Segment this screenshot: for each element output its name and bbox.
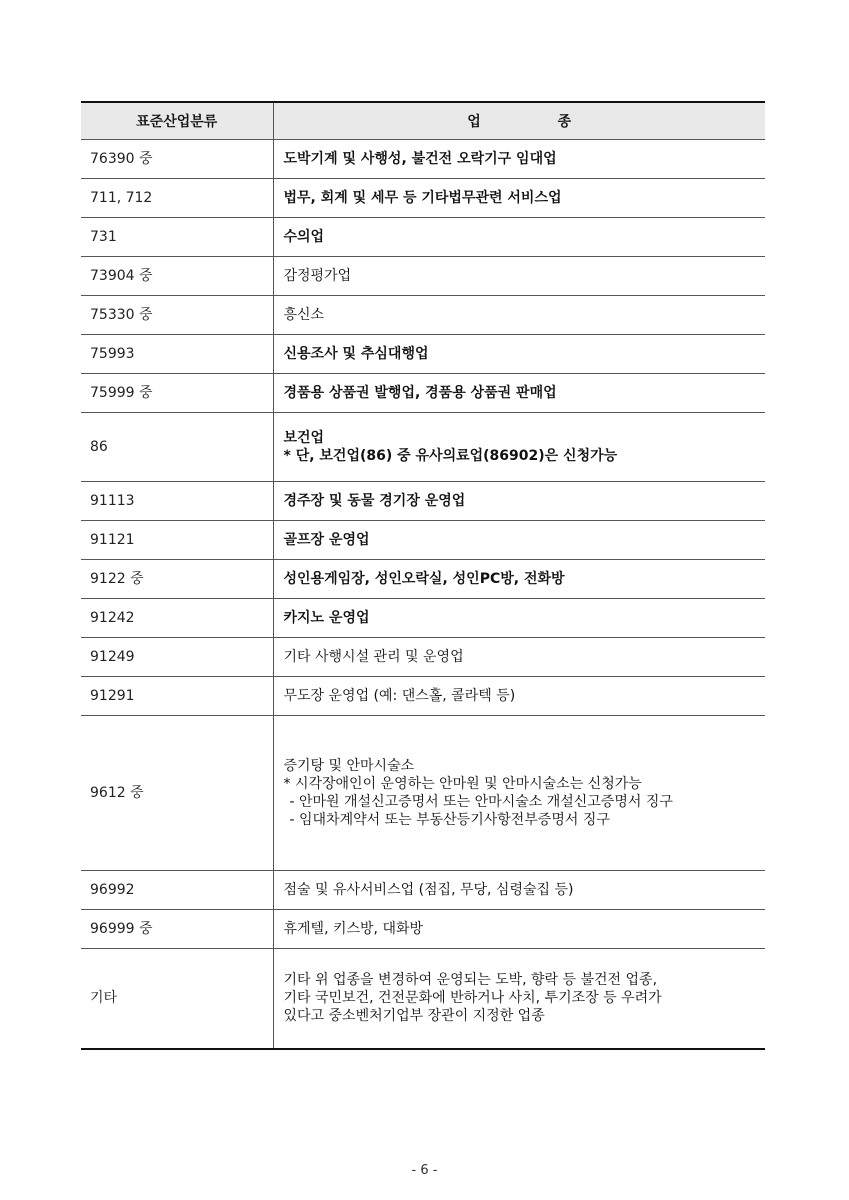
industry-code-cell: 96992 xyxy=(81,871,273,910)
table-row xyxy=(81,910,765,949)
table-body xyxy=(81,140,765,1049)
industry-code-cell: 96999 중 xyxy=(81,910,273,949)
table-header-row xyxy=(81,102,765,140)
business-type-line: 증기탕 및 안마시술소 xyxy=(283,758,415,774)
industry-code-cell: 75999 중 xyxy=(81,374,273,413)
industry-code-cell: 9122 중 xyxy=(81,560,273,599)
business-type-line: 카지노 운영업 xyxy=(283,610,370,626)
table-row xyxy=(81,521,765,560)
table-row xyxy=(81,599,765,638)
table-row xyxy=(81,257,765,296)
business-type-cell xyxy=(273,677,765,716)
table-row xyxy=(81,413,765,482)
industry-code-cell: 75993 xyxy=(81,335,273,374)
table-row xyxy=(81,296,765,335)
table-row xyxy=(81,218,765,257)
business-type-cell xyxy=(273,296,765,335)
business-type-line: 무도장 운영업 (예: 댄스홀, 콜라텍 등) xyxy=(283,688,516,704)
business-type-line: 경주장 및 동물 경기장 운영업 xyxy=(283,493,466,509)
industry-code-cell: 86 xyxy=(81,413,273,482)
industry-code-cell: 기타 xyxy=(81,949,273,1049)
business-type-line: 점술 및 유사서비스업 (점집, 무당, 심령술집 등) xyxy=(283,882,574,898)
business-type-line: 성인용게임장, 성인오락실, 성인PC방, 전화방 xyxy=(283,571,565,587)
industry-code-cell: 91291 xyxy=(81,677,273,716)
business-type-line: 신용조사 및 추심대행업 xyxy=(283,346,429,362)
business-type-line: 수의업 xyxy=(283,229,325,245)
business-type-cell xyxy=(273,910,765,949)
industry-code-cell: 91121 xyxy=(81,521,273,560)
business-type-line: 골프장 운영업 xyxy=(283,532,370,548)
table-row xyxy=(81,335,765,374)
industry-code-cell: 91113 xyxy=(81,482,273,521)
business-type-line: 보건업 xyxy=(283,430,325,446)
table-row xyxy=(81,716,765,871)
business-type-line: - 안마원 개설신고증명서 또는 안마시술소 개설신고증명서 징구 xyxy=(289,794,673,810)
business-type-line: 기타 국민보건, 건전문화에 반하거나 사치, 투기조장 등 우려가 xyxy=(283,990,662,1007)
table-row xyxy=(81,179,765,218)
business-type-line: * 단, 보건업(86) 중 유사의료업(86902)은 신청가능 xyxy=(283,448,618,464)
business-type-cell xyxy=(273,335,765,374)
business-type-line: 경품용 상품권 발행업, 경품용 상품권 판매업 xyxy=(283,385,557,401)
table-row xyxy=(81,677,765,716)
table-row xyxy=(81,482,765,521)
business-type-line: 기타 사행시설 관리 및 운영업 xyxy=(283,649,464,665)
industry-code-cell: 76390 중 xyxy=(81,140,273,179)
business-type-line: 법무, 회계 및 세무 등 기타법무관련 서비스업 xyxy=(283,190,562,206)
table-row xyxy=(81,560,765,599)
industry-code-cell: 73904 중 xyxy=(81,257,273,296)
industry-code-cell: 731 xyxy=(81,218,273,257)
business-type-line: - 임대차계약서 또는 부동산등기사항전부증명서 징구 xyxy=(289,812,610,828)
page-number: - 6 - xyxy=(411,1163,438,1178)
business-type-line: * 시각장애인이 운영하는 안마원 및 안마시술소는 신청가능 xyxy=(283,776,642,792)
industry-code-cell: 9612 중 xyxy=(81,716,273,871)
business-type-line: 휴게텔, 키스방, 대화방 xyxy=(283,921,424,937)
business-type-line: 기타 위 업종을 변경하여 운영되는 도박, 향락 등 불건전 업종, xyxy=(283,972,658,989)
business-type-cell xyxy=(273,374,765,413)
business-type-line: 도박기계 및 사행성, 불건전 오락기구 임대업 xyxy=(283,151,557,167)
table-row xyxy=(81,949,765,1049)
header-industry-code: 표준산업분류 xyxy=(81,102,273,140)
industry-table xyxy=(81,101,765,1050)
business-type-cell xyxy=(273,179,765,218)
table-row xyxy=(81,638,765,677)
business-type-cell xyxy=(273,413,765,482)
business-type-cell xyxy=(273,638,765,677)
business-type-cell xyxy=(273,871,765,910)
table-row xyxy=(81,374,765,413)
business-type-line: 감정평가업 xyxy=(283,268,352,284)
industry-code-cell: 91249 xyxy=(81,638,273,677)
industry-code-cell: 91242 xyxy=(81,599,273,638)
business-type-cell xyxy=(273,949,765,1049)
industry-code-cell: 75330 중 xyxy=(81,296,273,335)
business-type-cell xyxy=(273,257,765,296)
table-row xyxy=(81,140,765,179)
business-type-cell xyxy=(273,482,765,521)
business-type-cell xyxy=(273,521,765,560)
business-type-line: 있다고 중소벤처기업부 장관이 지정한 업종 xyxy=(283,1008,545,1025)
industry-code-cell: 711, 712 xyxy=(81,179,273,218)
business-type-cell xyxy=(273,560,765,599)
table-row xyxy=(81,871,765,910)
business-type-cell xyxy=(273,599,765,638)
header-business-type: 업 종 xyxy=(273,102,765,140)
business-type-cell xyxy=(273,218,765,257)
business-type-cell xyxy=(273,716,765,871)
business-type-cell xyxy=(273,140,765,179)
business-type-line: 흥신소 xyxy=(283,307,325,323)
